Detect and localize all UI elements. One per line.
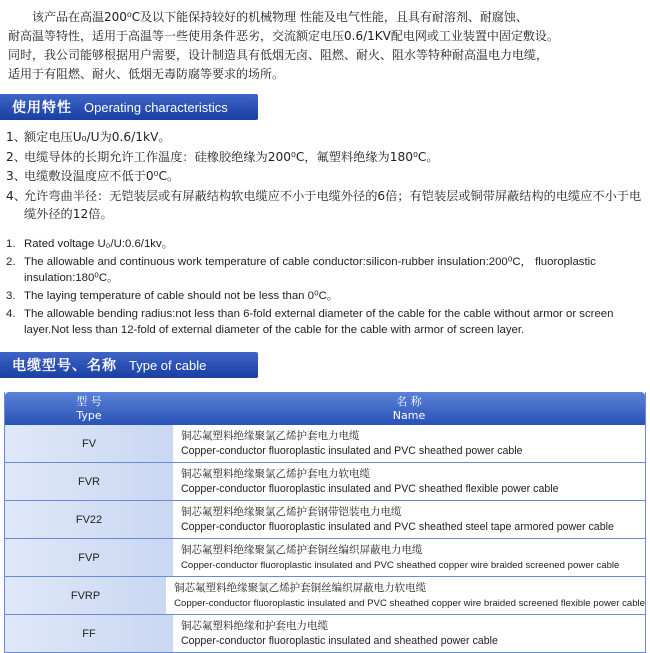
type-cell: FV22 bbox=[5, 501, 173, 538]
list-item bbox=[6, 236, 644, 252]
item-number: 1. bbox=[6, 238, 16, 250]
table-row bbox=[5, 501, 645, 539]
list-item bbox=[6, 254, 644, 286]
section-title-zh: 使用特性 bbox=[12, 100, 72, 116]
item-text: The allowable and continuous work temperature of cable conductor:silicon-rubber insulation:200⁰C， fluoroplastic insulation:180⁰C。 bbox=[24, 256, 596, 284]
header-name-zh: 名 称 bbox=[396, 395, 422, 408]
name-zh: 铜芯氟塑料绝缘聚氯乙烯护套电力软电缆 bbox=[181, 467, 370, 480]
table-row bbox=[5, 425, 645, 463]
name-zh: 铜芯氟塑料绝缘聚氯乙烯护套铜丝编织屏蔽电力电缆 bbox=[181, 543, 423, 556]
item-number: 4、 bbox=[6, 188, 26, 203]
type-cell: FVR bbox=[5, 463, 173, 500]
characteristics-list-zh bbox=[6, 128, 644, 225]
table-header bbox=[5, 392, 645, 425]
table-row bbox=[5, 463, 645, 501]
item-text: 允许弯曲半径：无铠装层或有屏蔽结构软电缆应不小于电缆外径的6倍；有铠装层或铜带屏蔽结构的电缆应不小于电缆外径的12倍。 bbox=[24, 188, 642, 221]
name-cell bbox=[173, 539, 645, 576]
name-zh: 铜芯氟塑料绝缘聚氯乙烯护套电力电缆 bbox=[181, 429, 360, 442]
characteristics-list-en bbox=[6, 236, 644, 340]
item-number: 2. bbox=[6, 256, 16, 268]
operating-characteristics-banner bbox=[0, 94, 258, 120]
item-number: 1、 bbox=[6, 130, 26, 144]
intro-line: 耐高温等特性，适用于高温等一些使用条件恶劣，交流额定电压0.6/1KV配电网或工业装置中固定敷设。 bbox=[8, 29, 559, 43]
name-en: Copper-conductor fluoroplastic insulated and PVC sheathed copper wire braided screened power cable bbox=[181, 559, 620, 571]
header-type-zh: 型 号 bbox=[76, 395, 102, 408]
item-text: 电缆敷设温度应不低于0⁰C。 bbox=[24, 169, 180, 183]
item-number: 3. bbox=[6, 290, 16, 302]
name-cell bbox=[173, 501, 645, 538]
name-cell bbox=[173, 425, 645, 462]
item-number: 2、 bbox=[6, 149, 26, 164]
name-zh: 铜芯氟塑料绝缘聚氯乙烯护套铜丝编织屏蔽电力软电缆 bbox=[174, 581, 427, 594]
name-cell bbox=[173, 615, 645, 652]
type-cell: FV bbox=[5, 425, 173, 462]
name-en: Copper-conductor fluoroplastic insulated and PVC sheathed copper wire braided screened flexible power cable bbox=[174, 597, 645, 609]
intro-line: 同时，我公司能够根据用户需要，设计制造具有低烟无卤、阻燃、耐火、阻水等特种耐高温电力电缆， bbox=[8, 48, 549, 62]
section-title-zh: 电缆型号、名称 bbox=[12, 358, 117, 374]
type-column-header bbox=[5, 392, 173, 425]
item-text: The allowable bending radius:not less than 6-fold external diameter of the cable for the cable without armor or screen layer.Not less than 12-fold of external diameter of the cable for the cable with armor of screen layer. bbox=[24, 308, 614, 336]
list-item bbox=[6, 128, 644, 147]
cable-type-banner bbox=[0, 352, 258, 378]
type-cell: FF bbox=[5, 615, 173, 652]
header-name-en: Name bbox=[392, 409, 426, 422]
name-en: Copper-conductor fluoroplastic insulated and sheathed power cable bbox=[181, 634, 498, 647]
name-en: Copper-conductor fluoroplastic insulated and PVC sheathed power cable bbox=[181, 444, 523, 457]
header-type-en: Type bbox=[76, 409, 102, 422]
intro-paragraph bbox=[8, 8, 644, 84]
type-cell: FVRP bbox=[5, 577, 166, 614]
item-text: 电缆导体的长期允许工作温度：硅橡胶绝缘为200⁰C，氟塑料绝缘为180⁰C。 bbox=[24, 149, 439, 164]
list-item bbox=[6, 306, 644, 338]
name-en: Copper-conductor fluoroplastic insulated and PVC sheathed flexible power cable bbox=[181, 482, 559, 495]
name-cell bbox=[166, 577, 645, 614]
name-zh: 铜芯氟塑料绝缘聚氯乙烯护套钢带铠装电力电缆 bbox=[181, 505, 402, 518]
table-row bbox=[5, 577, 645, 615]
list-item bbox=[6, 187, 644, 224]
section-title-en: Type of cable bbox=[129, 357, 207, 373]
item-text: Rated voltage U₀/U:0.6/1kv。 bbox=[24, 238, 174, 250]
item-number: 4. bbox=[6, 308, 16, 320]
list-item bbox=[6, 148, 644, 167]
list-item bbox=[6, 167, 644, 186]
type-cell: FVP bbox=[5, 539, 173, 576]
name-cell bbox=[173, 463, 645, 500]
table-row bbox=[5, 615, 645, 653]
list-item bbox=[6, 288, 644, 304]
item-text: The laying temperature of cable should not be less than 0⁰C。 bbox=[24, 290, 339, 302]
section-title-en: Operating characteristics bbox=[84, 99, 228, 115]
item-number: 3、 bbox=[6, 169, 26, 183]
name-zh: 铜芯氟塑料绝缘和护套电力电缆 bbox=[181, 619, 328, 632]
table-row bbox=[5, 539, 645, 577]
cable-type-table bbox=[4, 392, 646, 653]
intro-line: 适用于有阻燃、耐火、低烟无毒防腐等要求的场所。 bbox=[8, 67, 285, 81]
name-column-header bbox=[173, 392, 645, 425]
name-en: Copper-conductor fluoroplastic insulated and PVC sheathed steel tape armored power cable bbox=[181, 520, 614, 533]
intro-line: 该产品在高温200⁰C及以下能保持较好的机械物理 性能及电气性能，且具有耐溶剂、耐腐蚀、 bbox=[32, 10, 528, 24]
item-text: 额定电压U₀/U为0.6/1kV。 bbox=[24, 130, 171, 144]
